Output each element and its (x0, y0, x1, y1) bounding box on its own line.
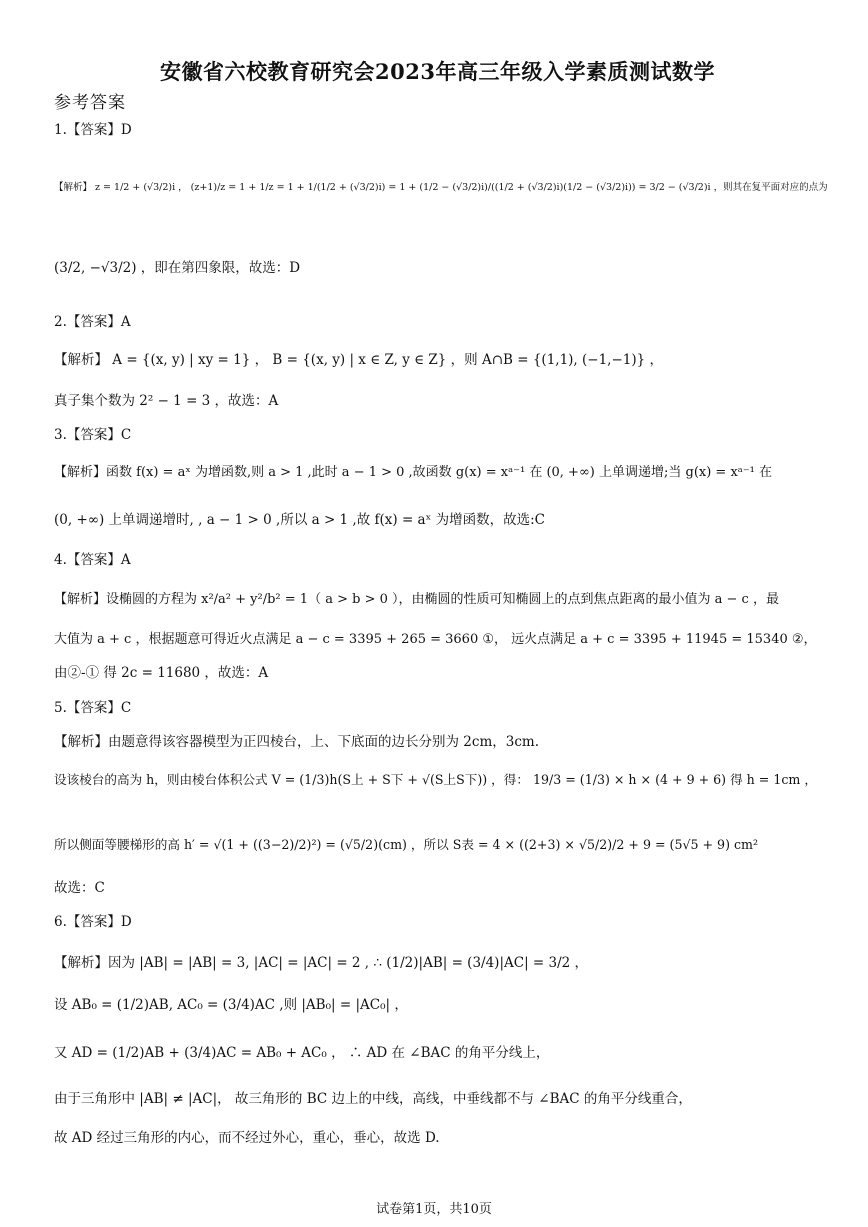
solution-4-line-2: 大值为 a + c ，根据题意可得近火点满足 a − c = 3395 + 265 = 3660 ①， 远火点满足 a + c = 3395 + 11945 = 15340 ②， (54, 632, 817, 647)
solution-5-line-2: 设该棱台的高为 h，则由棱台体积公式 V = (1/3)h(S上 + S下 + √(S上S下)) ，得： 19/3 = (1/3) × h × (4 + 9 + 6) 得 h = 1cm ， (54, 772, 817, 787)
solution-2-line-1: 【解析】 A = {(x, y) | xy = 1} ， B = {(x, y) | x ∈ Z, y ∈ Z} ，则 A∩B = {(1,1), (−1,−1)} ， (54, 352, 664, 368)
answer-4: 4.【答案】A (54, 552, 131, 568)
answer-6: 6.【答案】D (54, 914, 132, 930)
solution-1-line-2: (3/2, −√3/2) ，即在第四象限，故选：D (54, 260, 301, 276)
solution-2-line-2: 真子集个数为 2² − 1 = 3 ，故选：A (54, 393, 279, 409)
answer-5: 5.【答案】C (54, 700, 132, 716)
solution-3-line-2: (0, +∞) 上单调递增时, , a − 1 > 0 ,所以 a > 1 ,故 f(x) = aˣ 为增函数，故选:C (54, 512, 545, 528)
answer-1: 1.【答案】D (54, 122, 132, 138)
solution-5-line-3: 所以侧面等腰梯形的高 h′ = √(1 + ((3−2)/2)²) = (√5/2)(cm) ，所以 S表 = 4 × ((2+3) × √5/2)/2 + 9 = (5√5 + 9) cm² (54, 837, 759, 852)
answer-2: 2.【答案】A (54, 314, 131, 330)
solution-6-line-1: 【解析】因为 |AB| = |AB| = 3, |AC| = |AC| = 2 , ∴ (1/2)|AB| = (3/4)|AC| = 3/2 ， (54, 955, 589, 971)
page-footer: 试卷第1页，共10页 (376, 1202, 492, 1217)
solution-4-line-1: 【解析】设椭圆的方程为 x²/a² + y²/b² = 1（ a > b > 0 ），由椭圆的性质可知椭圆上的点到焦点距离的最小值为 a − c ，最 (54, 592, 779, 607)
solution-6-line-4: 由于三角形中 |AB| ≠ |AC|， 故三角形的 BC 边上的中线，高线，中垂线都不与 ∠BAC 的角平分线重合， (54, 1091, 692, 1107)
solution-1-line-1: 【解析】 z = 1/2 + (√3/2)i ， (z+1)/z = 1 + 1/z = 1 + 1/(1/2 + (√3/2)i) = 1 + (1/2 − (√3/2)i)/((1/2 + (√3/2)i)(1/2 − (√3/2)i)) = 3/2 − (√3/2)i ，则其在复平面对应的点为 (54, 182, 828, 193)
solution-5-line-4: 故选：C (54, 880, 105, 896)
solution-3-line-1: 【解析】函数 f(x) = aˣ 为增函数,则 a > 1 ,此时 a − 1 > 0 ,故函数 g(x) = xᵃ⁻¹ 在 (0, +∞) 上单调递增;当 g(x) = xᵃ⁻¹ 在 (54, 465, 773, 480)
solution-6-line-2: 设 AB₀ = (1/2)AB, AC₀ = (3/4)AC ,则 |AB₀| = |AC₀| ， (54, 997, 408, 1013)
solution-4-line-3: 由②-① 得 2c = 11680 ，故选：A (54, 665, 269, 681)
solution-5-line-1: 【解析】由题意得该容器模型为正四棱台，上、下底面的边长分别为 2cm，3cm. (54, 734, 539, 750)
document-subtitle: 参考答案 (54, 93, 126, 113)
solution-6-line-5: 故 AD 经过三角形的内心，而不经过外心，重心，垂心，故选 D. (54, 1130, 440, 1146)
answer-3: 3.【答案】C (54, 427, 132, 443)
document-title: 安徽省六校教育研究会2023年高三年级入学素质测试数学 (160, 59, 715, 84)
solution-6-line-3: 又 AD = (1/2)AB + (3/4)AC = AB₀ + AC₀ ， ∴ AD 在 ∠BAC 的角平分线上， (54, 1045, 550, 1061)
